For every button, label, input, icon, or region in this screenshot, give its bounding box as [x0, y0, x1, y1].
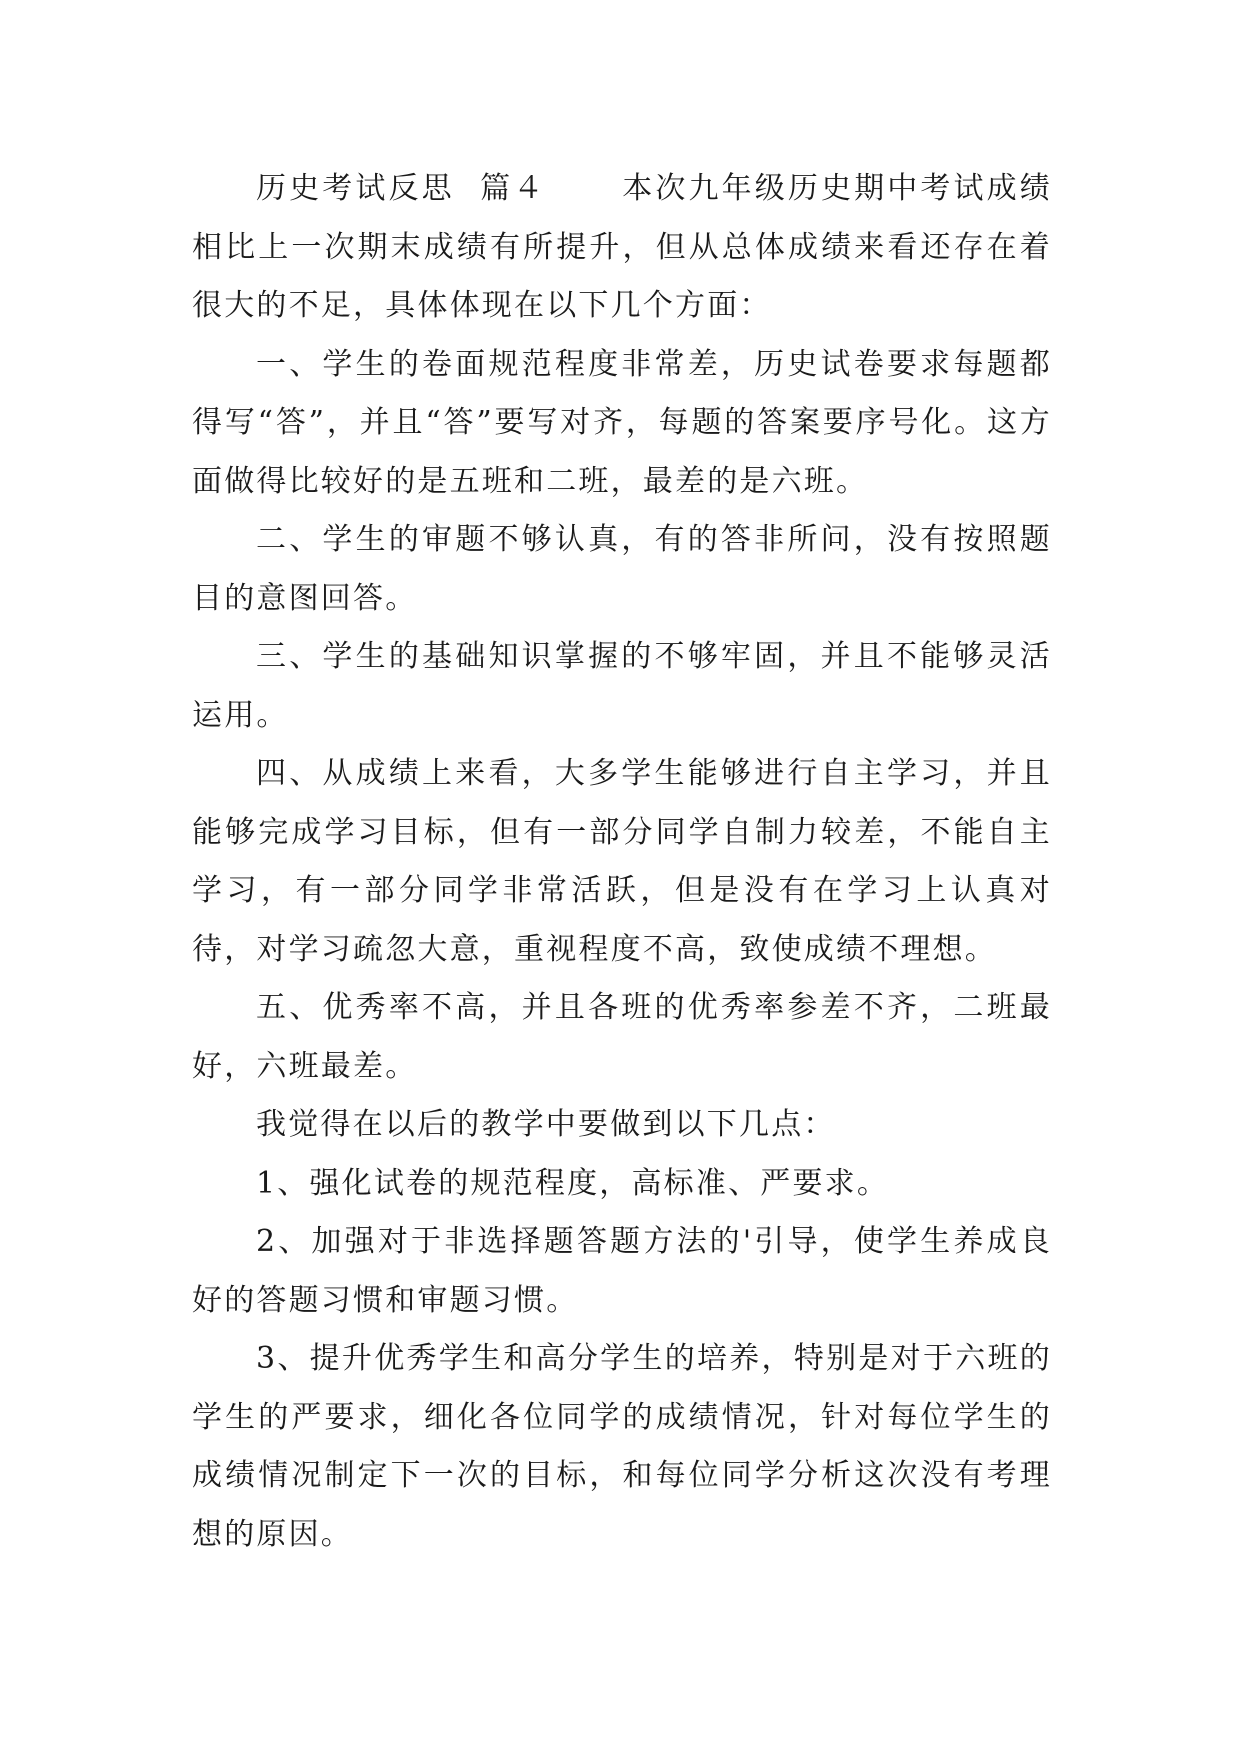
paragraph-6: 我觉得在以后的教学中要做到以下几点： — [256, 1107, 836, 1142]
paragraph-3: 三、学生的基础知识掌握的不够牢固，并且不能够灵活运用。 — [192, 639, 1052, 733]
paragraph-9: 3、提升优秀学生和高分学生的培养，特别是对于六班的学生的严要求，细化各位同学的成绩情况，针对每位学生的成绩情况制定下一次的目标，和每位同学分析这次没有考理想的原因。 — [192, 1341, 1052, 1552]
title-gap — [455, 171, 480, 206]
paragraph-7: 1、强化试卷的规范程度，高标准、严要求。 — [256, 1165, 890, 1201]
section-gap — [546, 171, 622, 206]
paragraph-2: 二、学生的审题不够认真，有的答非所问，没有按照题目的意图回答。 — [192, 522, 1052, 616]
document-page — [192, 160, 1052, 1564]
section-label: 篇４ — [480, 171, 547, 206]
paragraph-5: 五、优秀率不高，并且各班的优秀率参差不齐，二班最好，六班最差。 — [192, 990, 1052, 1084]
intro-text: 本次九年级历史期中考试成绩相比上一次期末成绩有所提升，但从总体成绩来看还存在着很大的不足，具体体现在以下几个方面： — [192, 171, 1052, 323]
paragraph-8: 2、加强对于非选择题答题方法的'引导，使学生养成良好的答题习惯和审题习惯。 — [192, 1224, 1052, 1318]
paragraph-4: 四、从成绩上来看，大多学生能够进行自主学习，并且能够完成学习目标，但有一部分同学自制力较差，不能自主学习，有一部分同学非常活跃，但是没有在学习上认真对待，对学习疏忽大意，重视程度不高，致使成绩不理想。 — [192, 756, 1052, 967]
intro-paragraph — [192, 160, 1052, 336]
paragraph-1: 一、学生的卷面规范程度非常差，历史试卷要求每题都得写“答”，并且“答”要写对齐，每题的答案要序号化。这方面做得比较好的是五班和二班，最差的是六班。 — [192, 346, 1052, 499]
document-title: 历史考试反思 — [256, 171, 455, 206]
